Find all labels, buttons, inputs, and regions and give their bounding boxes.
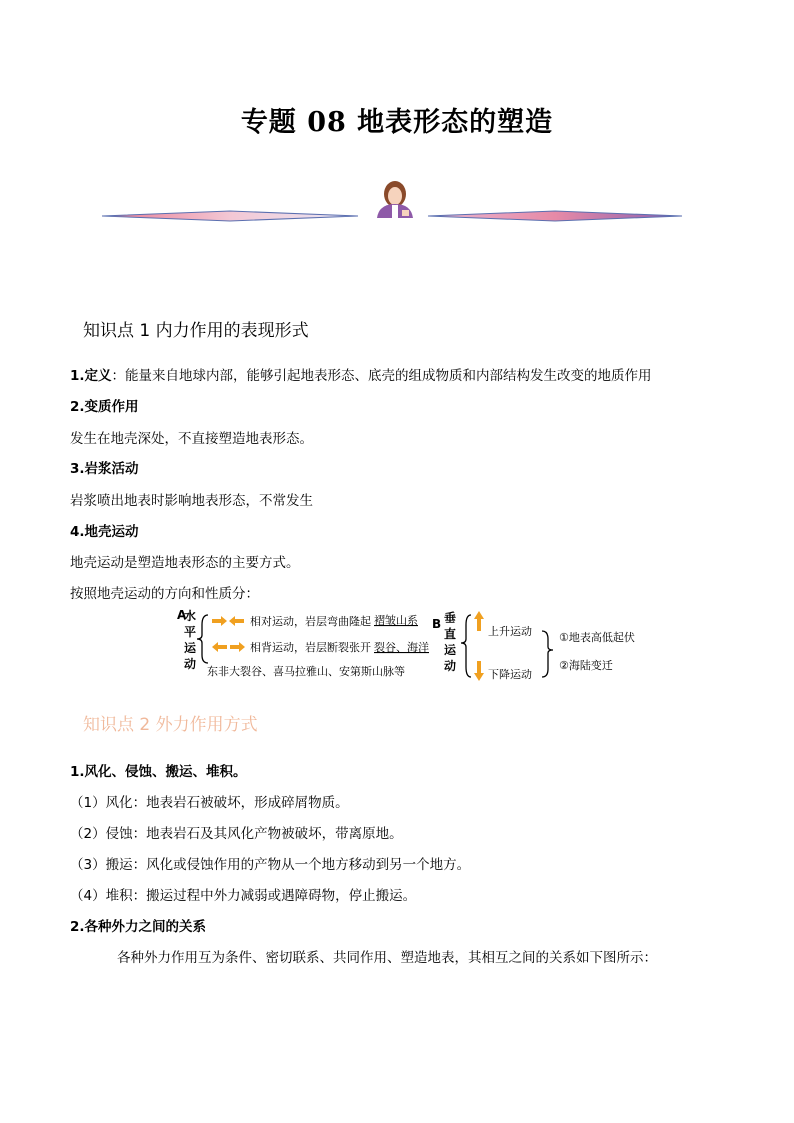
crust-text: 地壳运动是塑造地表形态的主要方式。: [70, 555, 300, 571]
a-char-4: 动: [184, 657, 197, 671]
process-transport: （3）搬运：风化或侵蚀作用的产物从一个地方移动到另一个地方。: [70, 857, 471, 873]
a-char-2: 平: [184, 625, 197, 639]
process-deposition: （4）堆积：搬运过程中外力减弱或遇障碍物，停止搬运。: [70, 888, 417, 904]
b-up: 上升运动: [488, 625, 532, 638]
section1-heading: 知识点 1 内力作用的表现形式: [83, 321, 309, 341]
b-down: 下降运动: [488, 668, 532, 681]
b-result-brace: [542, 631, 553, 677]
relationship-heading: 2.各种外力之间的关系: [70, 919, 207, 935]
definition-text: ：能量来自地球内部，能够引起地表形态、底壳的组成物质和内部结构发生改变的地质作用: [111, 368, 652, 384]
section2-heading: 知识点 2 外力作用方式: [83, 715, 258, 735]
a-row2-text: 相背运动，岩层断裂张开: [250, 641, 371, 654]
b-char-1: 垂: [444, 611, 457, 625]
divider-left: [102, 211, 358, 221]
a-row1-result: 褶皱山系: [374, 614, 418, 627]
process-erosion: （2）侵蚀：地表岩石及其风化产物被破坏，带离原地。: [70, 826, 403, 842]
b-label: B: [432, 617, 442, 631]
teacher-avatar-icon: [377, 181, 413, 218]
a-char-1: 水: [184, 609, 197, 623]
title-decoration: [100, 172, 690, 224]
b-char-2: 直: [444, 627, 457, 641]
process-weathering: （1）风化：地表岩石被破坏，形成碎屑物质。: [70, 795, 349, 811]
a-row2-result: 裂谷、海洋: [374, 641, 429, 654]
converge-arrows-icon: [212, 616, 244, 626]
metamorphism-text: 发生在地壳深处，不直接塑造地表形态。: [70, 431, 313, 447]
page-title: 专题 08 地表形态的塑造: [240, 107, 554, 138]
a-label: A: [177, 608, 187, 622]
magma-text: 岩浆喷出地表时影响地表形态，不常发生: [70, 493, 313, 509]
b-result2: ②海陆变迁: [559, 659, 613, 672]
magma-heading: 3.岩浆活动: [70, 461, 139, 477]
up-arrow-icon: [474, 611, 484, 631]
a-examples: 东非大裂谷、喜马拉雅山、安第斯山脉等: [207, 665, 405, 678]
crust-movement-diagram: [170, 605, 650, 685]
divider-right: [428, 211, 682, 221]
definition-label: 1.定义: [70, 368, 112, 384]
b-brace: [461, 615, 471, 677]
diverge-arrows-icon: [212, 642, 245, 652]
down-arrow-icon: [474, 661, 484, 681]
metamorphism-heading: 2.变质作用: [70, 399, 139, 415]
a-row1-text: 相对运动，岩层弯曲隆起: [250, 615, 371, 628]
definition-line: [70, 364, 652, 384]
crust-heading: 4.地壳运动: [70, 524, 139, 540]
b-char-4: 动: [444, 659, 457, 673]
a-char-3: 运: [184, 641, 197, 655]
processes-heading: 1.风化、侵蚀、搬运、堆积。: [70, 764, 247, 780]
crust-intro: 按照地壳运动的方向和性质分：: [70, 586, 259, 602]
a-brace: [197, 615, 208, 663]
relationship-text: 各种外力作用互为条件、密切联系、共同作用、塑造地表，其相互之间的关系如下图所示：: [117, 950, 657, 966]
b-result1: ①地表高低起伏: [559, 631, 635, 644]
b-char-3: 运: [444, 643, 457, 657]
